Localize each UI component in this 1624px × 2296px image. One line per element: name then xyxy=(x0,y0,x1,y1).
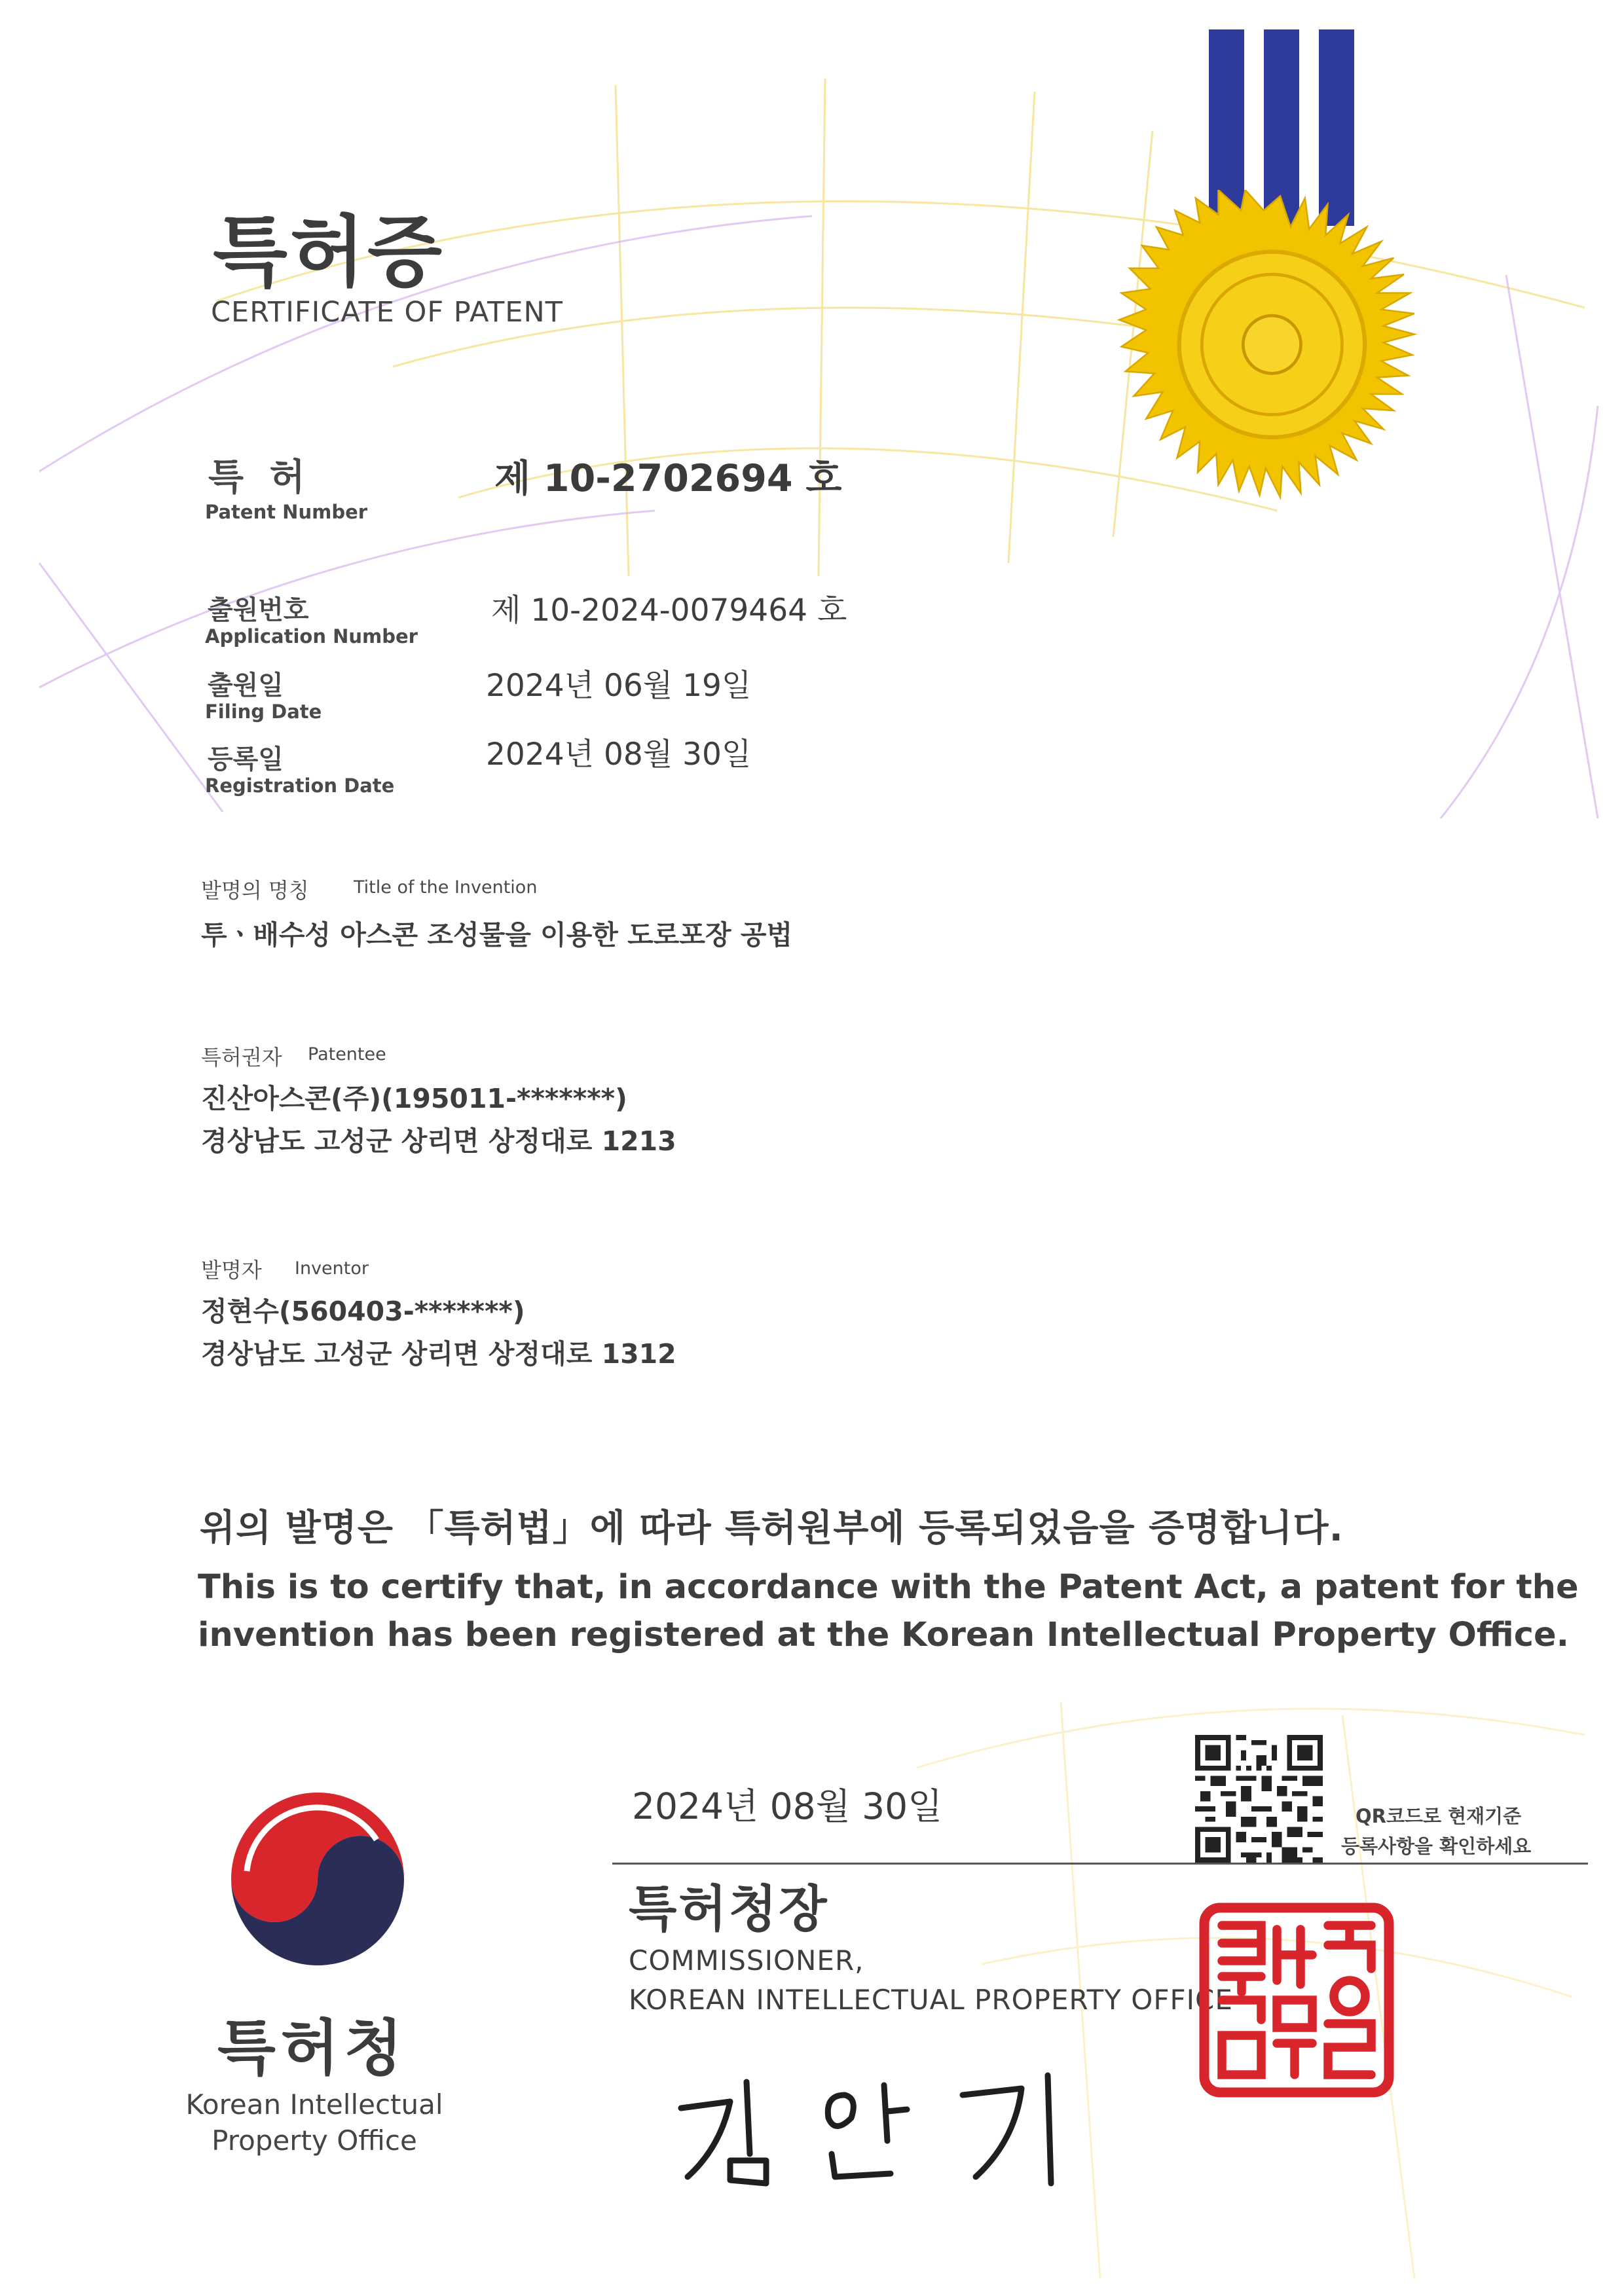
commissioner-title-ko: 특허청장 xyxy=(629,1880,829,1938)
commissioner-title-en-line2: KOREAN INTELLECTUAL PROPERTY OFFICE xyxy=(629,1984,1233,2016)
patent-number-value: 제 10-2702694 호 xyxy=(494,457,842,500)
patentee-name: 진산아스콘(주)(195011-*******) xyxy=(201,1083,627,1114)
inventor-label-en: Inventor xyxy=(295,1258,369,1279)
commissioner-signature xyxy=(668,2069,1074,2187)
application-number-label-en: Application Number xyxy=(205,625,418,647)
patentee-label-en: Patentee xyxy=(308,1044,386,1065)
qr-note-line2: 등록사항을 확인하세요 xyxy=(1341,1835,1532,1857)
patent-number-label-en: Patent Number xyxy=(205,501,368,523)
inventor-name: 정현수(560403-*******) xyxy=(201,1296,525,1327)
registration-date-label-en: Registration Date xyxy=(205,774,395,797)
inventor-address: 경상남도 고성군 상리면 상정대로 1312 xyxy=(201,1338,676,1370)
commissioner-title-en-line1: COMMISSIONER, xyxy=(629,1944,864,1977)
certification-statement-en-line1: This is to certify that, in accordance with the Patent Act, a patent for the xyxy=(198,1568,1579,1607)
registration-date-label-ko: 등록일 xyxy=(208,744,284,774)
application-number-label-ko: 출원번호 xyxy=(208,595,309,625)
filing-date-value: 2024년 06월 19일 xyxy=(486,668,752,704)
application-number-value: 제 10-2024-0079464 호 xyxy=(491,592,847,629)
signature-divider xyxy=(612,1863,1588,1865)
invention-label-ko: 발명의 명칭 xyxy=(201,878,309,903)
office-name-en-line2: Property Office xyxy=(212,2124,417,2157)
qr-code-icon[interactable] xyxy=(1195,1735,1323,1863)
issue-date: 2024년 08월 30일 xyxy=(632,1785,943,1827)
office-name-en-line1: Korean Intellectual xyxy=(185,2088,443,2121)
gold-rosette-seal-icon xyxy=(1074,190,1486,602)
certification-statement-en-line2: invention has been registered at the Korean Intellectual Property Office. xyxy=(198,1616,1569,1654)
filing-date-label-en: Filing Date xyxy=(205,701,322,723)
patentee-address: 경상남도 고성군 상리면 상정대로 1213 xyxy=(201,1125,676,1157)
qr-note-line1: QR코드로 현재기준 xyxy=(1356,1805,1522,1827)
kipo-taegeuk-logo-icon xyxy=(219,1781,416,1977)
registration-date-value: 2024년 08월 30일 xyxy=(486,737,752,773)
patent-number-label-ko: 특 허 xyxy=(208,456,312,499)
certification-statement-ko: 위의 발명은 「특허법」에 따라 특허원부에 등록되었음을 증명합니다. xyxy=(200,1507,1344,1550)
red-official-stamp-icon xyxy=(1198,1902,1395,2098)
invention-title: 투ㆍ배수성 아스콘 조성물을 이용한 도로포장 공법 xyxy=(201,919,793,951)
patentee-label-ko: 특허권자 xyxy=(201,1045,282,1070)
invention-label-en: Title of the Invention xyxy=(354,877,538,898)
office-name-ko: 특허청 xyxy=(217,2013,408,2083)
inventor-label-ko: 발명자 xyxy=(201,1258,262,1283)
certificate-title-ko: 특허증 xyxy=(213,207,445,297)
filing-date-label-ko: 출원일 xyxy=(208,670,284,701)
certificate-title-en: CERTIFICATE OF PATENT xyxy=(211,296,563,329)
